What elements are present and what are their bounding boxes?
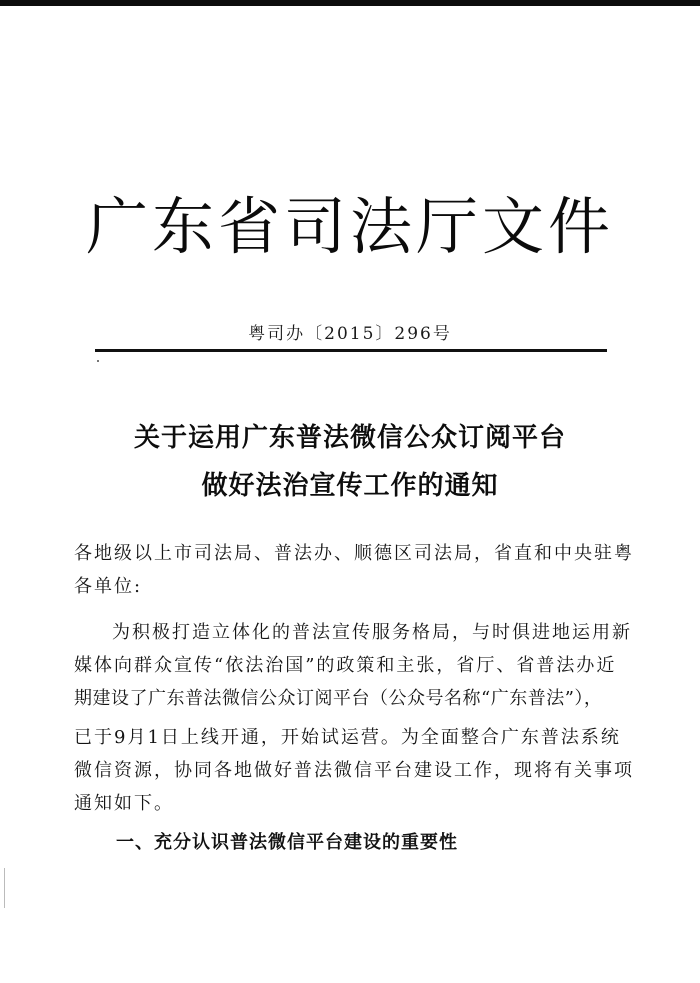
paragraph-line-4: 已于9月1日上线开通，开始试运营。为全面整合广东普法系统: [74, 727, 621, 748]
section-1-heading: 一、充分认识普法微信平台建设的重要性: [116, 832, 458, 853]
paragraph-line-2: 媒体向群众宣传“依法治国”的政策和主张，省厅、省普法办近: [74, 655, 617, 676]
paragraph-line-6: 通知如下。: [74, 793, 174, 814]
agency-title: 广东省司法厅文件: [85, 190, 614, 263]
scan-speck: [97, 360, 99, 362]
notice-title-line-2: 做好法治宣传工作的通知: [201, 471, 499, 501]
header-divider: [95, 349, 607, 352]
scan-margin-mark: [4, 868, 5, 908]
addressee-line-1: 各地级以上市司法局、普法办、顺德区司法局，省直和中央驻粤: [74, 543, 634, 564]
document-number: 粤司办〔2015〕296号: [248, 324, 452, 344]
paragraph-line-1: 为积极打造立体化的普法宣传服务格局，与时俱进地运用新: [112, 622, 632, 643]
notice-title-line-1: 关于运用广东普法微信公众订阅平台: [133, 423, 566, 453]
addressee-line-2: 各单位:: [74, 576, 143, 597]
paragraph-line-3: 期建设了广东普法微信公众订阅平台（公众号名称“广东普法”），: [74, 688, 603, 709]
scan-top-edge: [0, 0, 700, 6]
paragraph-line-5: 微信资源，协同各地做好普法微信平台建设工作，现将有关事项: [74, 760, 634, 781]
